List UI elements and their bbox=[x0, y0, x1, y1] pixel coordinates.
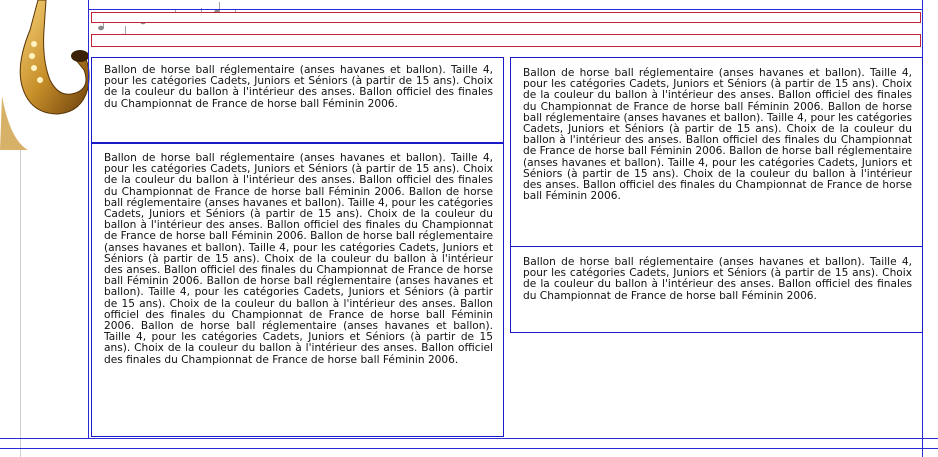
frame-left-line bbox=[88, 0, 89, 438]
left-box-2-text: Ballon de horse ball réglementaire (anses havanes et ballon). Taille 4, pour les catégories Cadets, Juniors et Séniors (à partir de 15 ans). Choix de la couleur du ballon à l'intérieur des anses. Ballon officiel des finales du Championnat de France de horse ball Féminin 2006. Ballon de horse ball réglementaire (anses havanes et ballon). Taille 4, pour les catégories Cadets, Juniors et Séniors (à partir de 15 ans). Choix de la couleur du ballon à l'intérieur des anses. Ballon officiel des finales du Championnat de France de horse ball Féminin 2006. Ballon de horse ball réglementaire (anses havanes et ballon). Taille 4, pour les catégories Cadets, Juniors et Séniors (à partir de 15 ans). Choix de la couleur du ballon à l'intérieur des anses. Ballon officiel des finales du Championnat de France de horse ball Féminin 2006. Ballon de horse ball réglementaire (anses havanes et ballon). Taille 4, pour les catégories Cadets, Juniors et Séniors (à partir de 15 ans). Choix de la couleur du ballon à l'intérieur des anses. Ballon officiel des finales du Championnat de France de horse ball Féminin 2006. Ballon de horse ball réglementaire (anses havanes et ballon). Taille 4, pour les catégories Cadets, Juniors et Séniors (à partir de 15 ans). Choix de la couleur du ballon à l'intérieur des anses. Ballon officiel des finales du Championnat de France de horse ball Féminin 2006. bbox=[104, 152, 493, 366]
frame-top-line bbox=[88, 9, 922, 10]
right-content-box-2 bbox=[510, 246, 923, 333]
left-box-1-text: Ballon de horse ball réglementaire (anses havanes et ballon). Taille 4, pour les catégories Cadets, Juniors et Séniors (à partir de 15 ans). Choix de la couleur du ballon à l'intérieur des anses. Ballon officiel des finales du Championnat de France de horse ball Féminin 2006. bbox=[104, 64, 493, 110]
left-content-box-1 bbox=[91, 57, 504, 143]
right-box-1-text: Ballon de horse ball réglementaire (anses havanes et ballon). Taille 4, pour les catégories Cadets, Juniors et Séniors (à partir de 15 ans). Choix de la couleur du ballon à l'intérieur des anses. Ballon officiel des finales du Championnat de France de horse ball Féminin 2006. Ballon de horse ball réglementaire (anses havanes et ballon). Taille 4, pour les catégories Cadets, Juniors et Séniors (à partir de 15 ans). Choix de la couleur du ballon à l'intérieur des anses. Ballon officiel des finales du Championnat de France de horse ball Féminin 2006. Ballon de horse ball réglementaire (anses havanes et ballon). Taille 4, pour les catégories Cadets, Juniors et Séniors (à partir de 15 ans). Choix de la couleur du ballon à l'intérieur des anses. Ballon officiel des finales du Championnat de France de horse ball Féminin 2006. bbox=[523, 67, 912, 203]
header-bar-bottom bbox=[91, 34, 921, 47]
page-guide-left bbox=[20, 150, 21, 457]
right-content-box-1 bbox=[510, 57, 923, 247]
right-box-2-text: Ballon de horse ball réglementaire (anses havanes et ballon). Taille 4, pour les catégories Cadets, Juniors et Séniors (à partir de 15 ans). Choix de la couleur du ballon à l'intérieur des anses. Ballon officiel des finales du Championnat de France de horse ball Féminin 2006. bbox=[523, 256, 912, 302]
frame-footer-line bbox=[0, 448, 938, 449]
left-content-box-2 bbox=[91, 143, 504, 437]
header-bar-top bbox=[91, 12, 921, 23]
saxophone-icon bbox=[0, 0, 90, 150]
frame-bottom-line bbox=[0, 438, 938, 439]
